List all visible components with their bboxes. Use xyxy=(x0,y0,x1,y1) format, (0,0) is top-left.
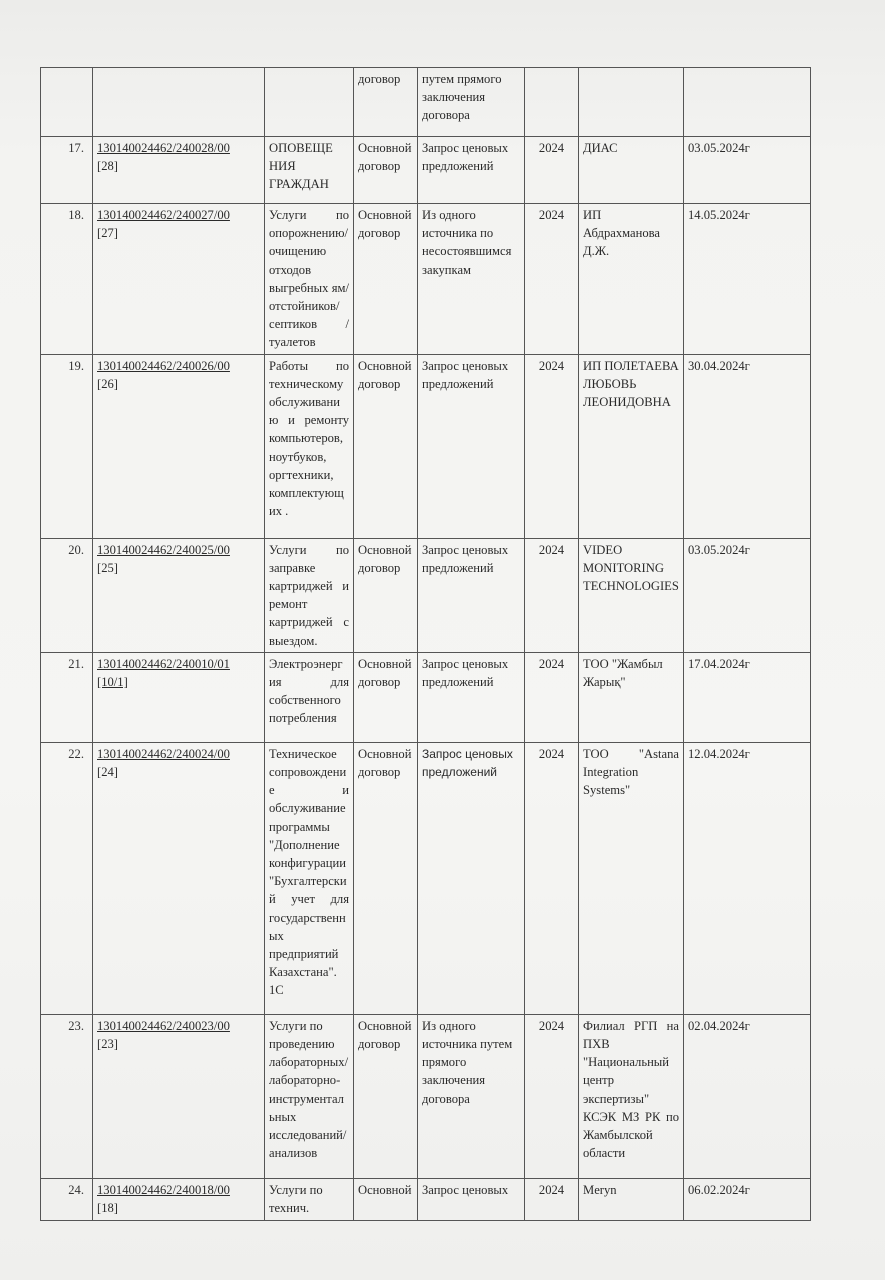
table-row xyxy=(41,204,811,355)
id-ref: [28] xyxy=(97,159,118,174)
id-code: 130140024462/240026/00 xyxy=(97,358,230,373)
cell-method: Запрос ценовых предложений xyxy=(418,652,525,742)
cell-number: 20. xyxy=(41,538,93,652)
cell-number: 19. xyxy=(41,354,93,538)
id-ref: [10/1] xyxy=(97,675,128,690)
cell-year: 2024 xyxy=(525,538,579,652)
cell-number: 18. xyxy=(41,204,93,355)
cell-id xyxy=(93,354,265,538)
cell-id xyxy=(93,204,265,355)
table-row xyxy=(41,354,811,538)
cell-number: 22. xyxy=(41,742,93,1014)
cell-contract-type: Основной договор xyxy=(354,204,418,355)
table-row xyxy=(41,652,811,742)
cell-id xyxy=(93,1014,265,1178)
cell-name: Услуги по заправке картриджей и ремонт картриджей с выездом. xyxy=(265,538,354,652)
id-code: 130140024462/240028/00 xyxy=(97,141,230,155)
cell-year xyxy=(525,68,579,137)
cell-supplier: ТОО "Жамбыл Жарық" xyxy=(579,652,684,742)
cell-method: путем прямого заключения договора xyxy=(418,68,525,137)
cell-contract-type: Основной договор xyxy=(354,538,418,652)
cell-id xyxy=(93,137,265,204)
cell-supplier: ИП ПОЛЕТАЕВА ЛЮБОВЬ ЛЕОНИДОВНА xyxy=(579,354,684,538)
cell-year: 2024 xyxy=(525,652,579,742)
cell-name xyxy=(265,68,354,137)
cell-contract-type: договор xyxy=(354,68,418,137)
cell-name: Услуги по проведению лабораторных/лабораторно-инструментальных исследований/анализов xyxy=(265,1014,354,1178)
cell-date: 14.05.2024г xyxy=(684,204,811,355)
cell-number: 24. xyxy=(41,1178,93,1220)
cell-year: 2024 xyxy=(525,1014,579,1178)
cell-id xyxy=(93,68,265,137)
cell-method: Запрос ценовых предложений xyxy=(418,354,525,538)
id-code: 130140024462/240025/00 xyxy=(97,542,230,557)
cell-date: 30.04.2024г xyxy=(684,354,811,538)
table-row xyxy=(41,1178,811,1220)
id-ref: [23] xyxy=(97,1037,118,1052)
id-ref: [26] xyxy=(97,376,118,391)
cell-supplier: ДИАС xyxy=(579,137,684,204)
cell-date: 17.04.2024г xyxy=(684,652,811,742)
cell-year: 2024 xyxy=(525,742,579,1014)
id-code: 130140024462/240018/00 xyxy=(97,1182,230,1197)
id-ref: [25] xyxy=(97,560,118,575)
cell-name: Техническое сопровождение и обслуживание программы "Дополнение конфигурации "Бухгалтерский учет для государственных предприятий Казахстана". 1С xyxy=(265,742,354,1014)
id-code: 130140024462/240024/00 xyxy=(97,746,230,761)
cell-id xyxy=(93,742,265,1014)
cell-contract-type: Основной договор xyxy=(354,742,418,1014)
cell-method: Запрос ценовых предложений xyxy=(418,137,525,204)
cell-method: Запрос ценовых предложений xyxy=(418,742,525,1014)
cell-supplier: Филиал РГП на ПХВ "Национальный центр экспертизы" КСЭК МЗ РК по Жамбылской области xyxy=(579,1014,684,1178)
cell-date: 06.02.2024г xyxy=(684,1178,811,1220)
table-row xyxy=(41,538,811,652)
cell-number: 21. xyxy=(41,652,93,742)
cell-contract-type: Основной договор xyxy=(354,1014,418,1178)
cell-date: 12.04.2024г xyxy=(684,742,811,1014)
cell-date xyxy=(684,68,811,137)
cell-supplier xyxy=(579,68,684,137)
cell-name: ОПОВЕЩЕ НИЯ ГРАЖДАН xyxy=(265,137,354,204)
cell-year: 2024 xyxy=(525,354,579,538)
id-code: 130140024462/240023/00 xyxy=(97,1018,230,1033)
cell-method: Запрос ценовых xyxy=(418,1178,525,1220)
table-row xyxy=(41,68,811,137)
cell-number: 17. xyxy=(41,137,93,204)
cell-number xyxy=(41,68,93,137)
cell-year: 2024 xyxy=(525,1178,579,1220)
table-row xyxy=(41,1014,811,1178)
cell-date: 02.04.2024г xyxy=(684,1014,811,1178)
table-row xyxy=(41,137,811,204)
id-ref: [24] xyxy=(97,765,118,780)
cell-method: Из одного источника путем прямого заключения договора xyxy=(418,1014,525,1178)
cell-date: 03.05.2024г xyxy=(684,137,811,204)
id-code: 130140024462/240010/01 xyxy=(97,656,230,671)
cell-supplier: ИП Абдрахманова Д.Ж. xyxy=(579,204,684,355)
procurement-table xyxy=(40,67,811,1221)
cell-contract-type: Основной договор xyxy=(354,652,418,742)
id-ref: [18] xyxy=(97,1201,118,1216)
cell-date: 03.05.2024г xyxy=(684,538,811,652)
cell-contract-type: Основной xyxy=(354,1178,418,1220)
cell-name: Электроэнергия для собственного потребления xyxy=(265,652,354,742)
id-code: 130140024462/240027/00 xyxy=(97,208,230,222)
cell-method: Запрос ценовых предложений xyxy=(418,538,525,652)
cell-year: 2024 xyxy=(525,137,579,204)
id-ref: [27] xyxy=(97,226,118,241)
cell-supplier: Meryn xyxy=(579,1178,684,1220)
cell-number: 23. xyxy=(41,1014,93,1178)
cell-year: 2024 xyxy=(525,204,579,355)
table-row xyxy=(41,742,811,1014)
cell-supplier: ТОО "Astana Integration Systems" xyxy=(579,742,684,1014)
cell-contract-type: Основной договор xyxy=(354,137,418,204)
cell-supplier: VIDEO MONITORING TECHNOLOGIES xyxy=(579,538,684,652)
cell-id xyxy=(93,538,265,652)
cell-id xyxy=(93,652,265,742)
cell-id xyxy=(93,1178,265,1220)
cell-method: Из одного источника по несостоявшимся закупкам xyxy=(418,204,525,355)
cell-name: Услуги по технич. xyxy=(265,1178,354,1220)
cell-name: Услуги по опорожнению/очищению отходов выгребных ям/отстойников/септиков /туалетов xyxy=(265,204,354,355)
cell-contract-type: Основной договор xyxy=(354,354,418,538)
cell-name: Работы по техническому обслуживанию и ремонту компьютеров, ноутбуков, оргтехники, комплектующих . xyxy=(265,354,354,538)
